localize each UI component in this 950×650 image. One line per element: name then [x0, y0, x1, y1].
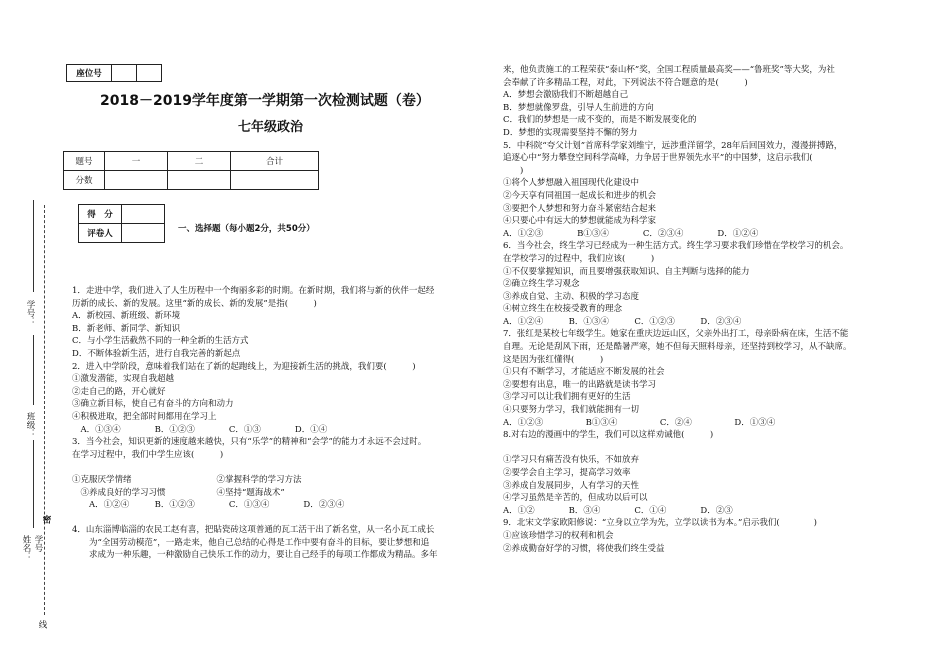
score-table-header-row [64, 152, 319, 171]
exam-subtitle: 七年级政治 [238, 120, 304, 135]
name-label: 姓名： [21, 535, 31, 561]
question-line: ③要把个人梦想和努力奋斗紧密结合起来 [503, 203, 657, 214]
score-table-cell: 题号 [64, 152, 105, 171]
question-line: 5．中科院“夸父计划”首席科学家刘维宁，远涉重洋留学，28年后回国效力，漫漫拼搏路， [503, 140, 843, 151]
question-line: 为“全国劳动模范”，一路走来，他自己总结的心得是工作中要有奋斗的目标，要让梦想和追 [72, 537, 430, 548]
question-line: ) [503, 165, 524, 176]
question-line: ①克服厌学情绪 ②掌握科学的学习方法 [72, 474, 302, 485]
question-line: 自理。无论是刮风下雨，还是酷暑严寒，她不但每天照料母亲，还坚持到校学习，从不缺席。 [503, 342, 852, 353]
question-line: ④只要心中有远大的梦想就能成为科学家 [503, 216, 657, 227]
question-line: 会奉献了许多精品工程，对此，下列说法不符合题意的是( ) [503, 77, 748, 88]
question-line: 在学习过程中，我们中学生应该( ) [72, 449, 224, 460]
seal-mark-xian: 线 [37, 620, 47, 629]
score-table-cell: 合计 [231, 152, 319, 171]
question-line: A．梦想会激励我们不断超越自己 [503, 90, 629, 101]
left-column [72, 285, 438, 562]
section-heading: 一、选择题（每小题2分，共50分） [178, 224, 315, 234]
question-line: C．我们的梦想是一成不变的，而是不断发展变化的 [503, 115, 697, 126]
question-line: ③养成良好的学习习惯 ④坚持“题海战术” [72, 487, 285, 498]
grader-name-box[interactable] [122, 224, 165, 243]
question-line: ②今天享有同祖国一起成长和进步的机会 [503, 190, 657, 201]
question-line: A．①②③ B①③④ C．②③④ D．①②④ [503, 228, 759, 239]
score-table-cell: 分数 [64, 171, 105, 190]
question-line: ②走自己的路，开心就好 [72, 386, 166, 397]
question-line: ①应该珍惜学习的权利和机会 [503, 530, 614, 541]
question-line: ①将个人梦想融入祖国现代化建设中 [503, 178, 640, 189]
grader-name-label: 评卷人 [79, 224, 122, 243]
question-line: 在学校学习的过程中，我们应该( ) [503, 253, 655, 264]
question-line: 1．走进中学，我们进入了人生历程中一个绚丽多彩的时期。在新时期，我们将与新的伙伴一起经 [72, 286, 435, 296]
question-line: ④积极进取，把全部时间都用在学习上 [72, 411, 217, 422]
question-line: 3．当今社会，知识更新的速度越来越快，只有“乐学”的精神和“会学”的能力才永远不会过时。 [72, 437, 427, 448]
question-line: ③学习可以让我们拥有更好的生活 [503, 392, 631, 403]
question-line: B．梦想就像罗盘，引导人生前进的方向 [503, 102, 654, 113]
question-line: ③确立新目标，使自己有奋斗的方向和动力 [72, 399, 234, 410]
question-line: ②要学会自主学习，提高学习效率 [503, 468, 631, 478]
question-line [72, 512, 438, 525]
student-id-label: 学号： [25, 300, 35, 326]
question-line: ①激发潜能，实现自我超越 [72, 374, 175, 385]
question-line: ①学习只有痛苦没有快乐，不如放弃 [503, 455, 640, 466]
question-line: D．不断体验新生活，进行自我完善的新起点 [72, 348, 241, 359]
question-line: ②确立终生学习观念 [503, 279, 580, 290]
seat-number-table [66, 64, 162, 82]
question-line: 9．北宋文学家欧阳修说：“立身以立学为先，立学以读书为本。”启示我们( ) [503, 518, 817, 529]
question-line: A．①②④ B．①②③ C．①③④ D．②③④ [72, 500, 345, 511]
student-id-underline[interactable] [33, 200, 34, 292]
score-table-cell: 一 [105, 152, 168, 171]
binding-line [44, 205, 45, 615]
question-line: B．新老师、新同学、新知识 [72, 323, 181, 334]
question-line: 这是因为张红懂得( ) [503, 354, 604, 365]
question-line: ④只要努力学习，我们就能拥有一切 [503, 405, 640, 416]
question-line: A．①②③ B①③④ C．②④ D．①③④ [503, 417, 776, 428]
grader-score-label: 得 分 [79, 205, 122, 224]
question-line: ④学习虽然是辛苦的，但成功以后可以 [503, 493, 648, 504]
question-line: D．梦想的实现需要坚持不懈的努力 [503, 127, 638, 138]
question-line: ③养成自觉、主动、积极的学习态度 [503, 291, 640, 302]
question-line: ①只有不断学习，才能适应不断发展的社会 [503, 367, 665, 378]
score-input-cell[interactable] [105, 171, 168, 190]
seat-number-box-2[interactable] [137, 65, 162, 82]
grader-score-box[interactable] [122, 205, 165, 224]
question-line: ①不仅要掌握知识，而且要增强获取知识、自主判断与选择的能力 [503, 266, 750, 277]
question-line: 4．山东淄博临淄的农民工赵有喜，把貼瓷砖这项普通的瓦工活干出了新名堂，从一名小瓦工成长 [72, 525, 435, 536]
score-input-cell[interactable] [231, 171, 319, 190]
question-line: ②养成勤奋好学的习惯，将使我们终生受益 [503, 543, 665, 554]
question-line [503, 442, 852, 455]
question-line: A．新校园、新班级、新环境 [72, 311, 181, 322]
right-column [503, 64, 852, 555]
class-underline[interactable] [33, 335, 34, 405]
name-underline[interactable] [33, 440, 34, 528]
exam-title: 2018－2019学年度第一学期第一次检测试题（卷） [100, 93, 430, 109]
question-line: ④树立终生在校接受教育的理念 [503, 304, 623, 315]
question-line: ②要想有出息，唯一的出路就是读书学习 [503, 379, 657, 390]
seal-mark-mi: 密 [41, 515, 51, 524]
question-line: 历新的成长、新的发展。这里“新的成长、新的发展”是指( ) [72, 298, 317, 309]
grader-table [78, 204, 165, 243]
seat-number-label: 座位号 [67, 65, 112, 82]
student-id-label-2: 学号 [33, 535, 43, 552]
question-line: ③养成自发展同步，人有学习的天性 [503, 480, 640, 491]
score-table [63, 151, 319, 190]
question-line: A．①②④ B．①③④ C．①②③ D．②③④ [503, 316, 742, 327]
score-input-cell[interactable] [168, 171, 231, 190]
question-line: 追逐心中“努力攀登空间科学高峰，力争居于世界领先水平”的中国梦，这启示我们( [503, 153, 813, 164]
question-line: 2．进入中学阶段，意味着我们站在了新的起跑线上，为迎接新生活的挑战，我们要( ) [72, 361, 416, 372]
question-line: A．①③④ B．①②③ C．①③ D．①④ [72, 424, 328, 435]
question-line: 求成为一种乐趣，一种激励自己快乐工作的动力，要让自己经手的每项工作都成为精品。多年 [72, 550, 438, 561]
question-line [72, 461, 438, 474]
question-line: A．①② B．③④ C．①④ D．②③ [503, 505, 733, 516]
score-table-score-row [64, 171, 319, 190]
question-line: 8.对右边的漫画中的学生，我们可以这样劝诫他( ) [503, 430, 714, 441]
score-table-cell: 二 [168, 152, 231, 171]
class-label: 班级： [25, 412, 35, 438]
question-line: 6．当今社会，终生学习已经成为一种生活方式。终生学习要求我们珍惜在学校学习的机会。 [503, 241, 849, 252]
question-line: 来，他负责施工的工程荣获“泰山杯”奖，全国工程质量最高奖——“鲁班奖”等大奖，为社 [503, 65, 835, 75]
question-line: C．与小学生活截然不同的一种全新的生活方式 [72, 336, 249, 347]
question-line: 7．张红是某校七年级学生。她家在重庆边远山区，父亲外出打工，母亲卧病在床，生活不能 [503, 329, 849, 340]
seat-number-box-1[interactable] [112, 65, 137, 82]
